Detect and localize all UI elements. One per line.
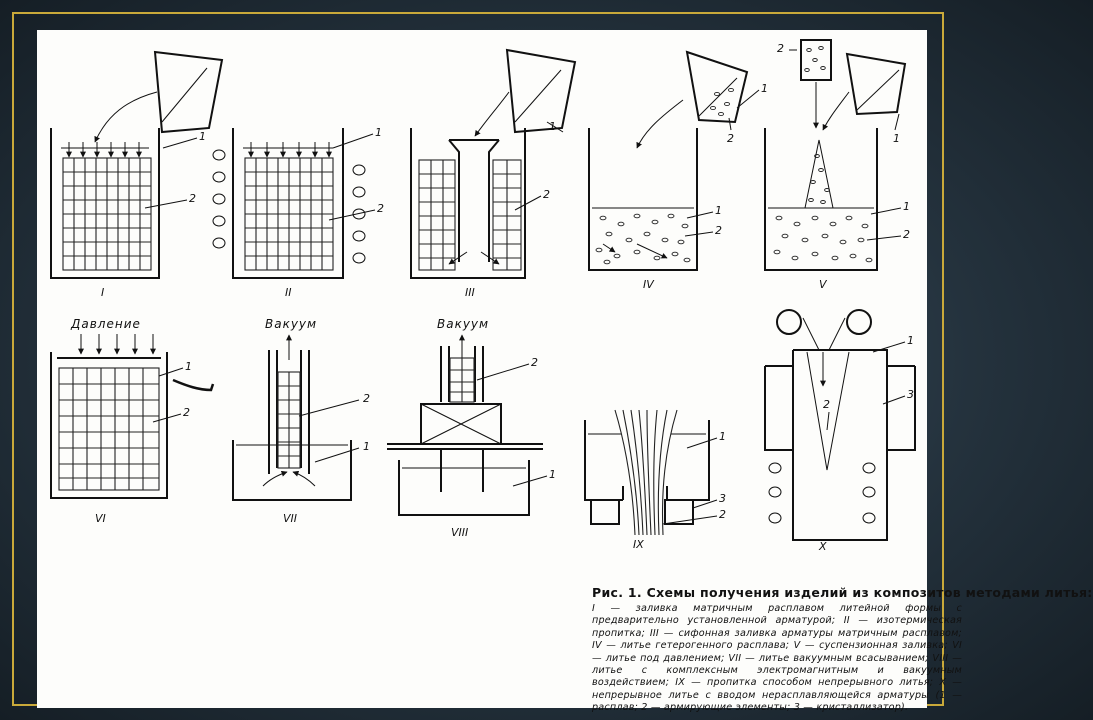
label-reinforcement: 2 [363, 392, 370, 405]
label-melt: 1 [185, 360, 192, 373]
caption-body: I — заливка матричным расплавом литейной формы с предварительно установленной арматурой; II — изотермическая пропитка; III — сифонная заливка арматуры матричным расплавом; IV — литье гетерогенного расплава; V — суспензионная заливка; VI — литье под давлением; VII — литье вакуумным всасыванием; VIII — литье с комплексным электромагнитным и вакуумным воздействием; IX — пропитка способом непрерывного литья; X — непрерывное литье с вводом нерасплавляющейся арматуры (1 — расплав; 2 — армирующие элементы; 3 — кристаллизатор). [592, 603, 962, 714]
label-melt: 1 [375, 126, 382, 139]
ladle [847, 54, 905, 114]
hopper [801, 40, 831, 80]
bath-right [667, 420, 709, 500]
ladle [687, 52, 747, 122]
crystallizer-left [591, 500, 619, 524]
label-reinforcement: 2 [543, 188, 550, 201]
label-melt-ladle: 1 [893, 132, 900, 145]
particles [596, 214, 690, 264]
panel-V [765, 40, 910, 291]
label-reinforcement: 2 [823, 398, 830, 411]
panel-number: IX [633, 538, 644, 551]
label-melt: 1 [363, 440, 370, 453]
figure-caption [592, 585, 1093, 715]
panel-number: VI [95, 512, 106, 525]
panel-number: III [465, 286, 475, 299]
panel-number: I [101, 286, 105, 299]
panel-number: IV [643, 278, 654, 291]
ladle [155, 52, 222, 132]
label-particles-ladle: 2 [727, 132, 734, 145]
panel-number: II [285, 286, 292, 299]
label-reinforcement: 2 [377, 202, 384, 215]
caption-title: Рис. 1. Схемы получения изделий из композитов методами литья: [592, 585, 1093, 600]
label-reinforcement: 2 [531, 356, 538, 369]
panel-VII [233, 317, 370, 525]
figure-sheet [37, 30, 1093, 714]
label-reinforcement: 2 [183, 406, 190, 419]
panel-III [411, 50, 575, 299]
bath-left [585, 420, 623, 500]
panel-VIII [387, 317, 556, 539]
label-melt: 1 [719, 430, 726, 443]
label-melt: 1 [715, 204, 722, 217]
label-melt: 1 [907, 334, 914, 347]
feed-roller-right [847, 310, 871, 334]
label-crystallizer: 3 [907, 388, 914, 401]
reinforcement-grid [63, 158, 151, 270]
panel-X [765, 310, 915, 553]
vacuum-label: Вакуум [437, 317, 490, 331]
label-fibers: 2 [719, 508, 726, 521]
label-melt: 1 [199, 130, 206, 143]
label-melt: 1 [549, 468, 556, 481]
feed-roller-left [777, 310, 801, 334]
label-particles-hopper: 2 [777, 42, 784, 55]
pressure-label: Давление [71, 317, 141, 331]
label-melt: 1 [549, 120, 556, 133]
panel-I [51, 52, 222, 299]
panel-IX [585, 410, 726, 551]
siphon-channel [449, 140, 499, 262]
melt-bath [233, 440, 351, 500]
fibers [615, 410, 677, 535]
panel-number: VII [283, 512, 298, 525]
panel-number: V [819, 278, 827, 291]
panel-number: VIII [451, 526, 469, 539]
vacuum-label: Вакуум [265, 317, 318, 331]
label-crystallizer: 3 [719, 492, 726, 505]
label-particles: 2 [903, 228, 910, 241]
label-melt: 1 [903, 200, 910, 213]
panel-II [213, 126, 384, 299]
induction-coil [769, 463, 875, 523]
panel-IV [589, 52, 768, 291]
label-reinforcement: 2 [189, 192, 196, 205]
label-particles: 2 [715, 224, 722, 237]
label-melt-ladle: 1 [761, 82, 768, 95]
panel-number: X [819, 540, 827, 553]
panel-VI [51, 317, 213, 525]
